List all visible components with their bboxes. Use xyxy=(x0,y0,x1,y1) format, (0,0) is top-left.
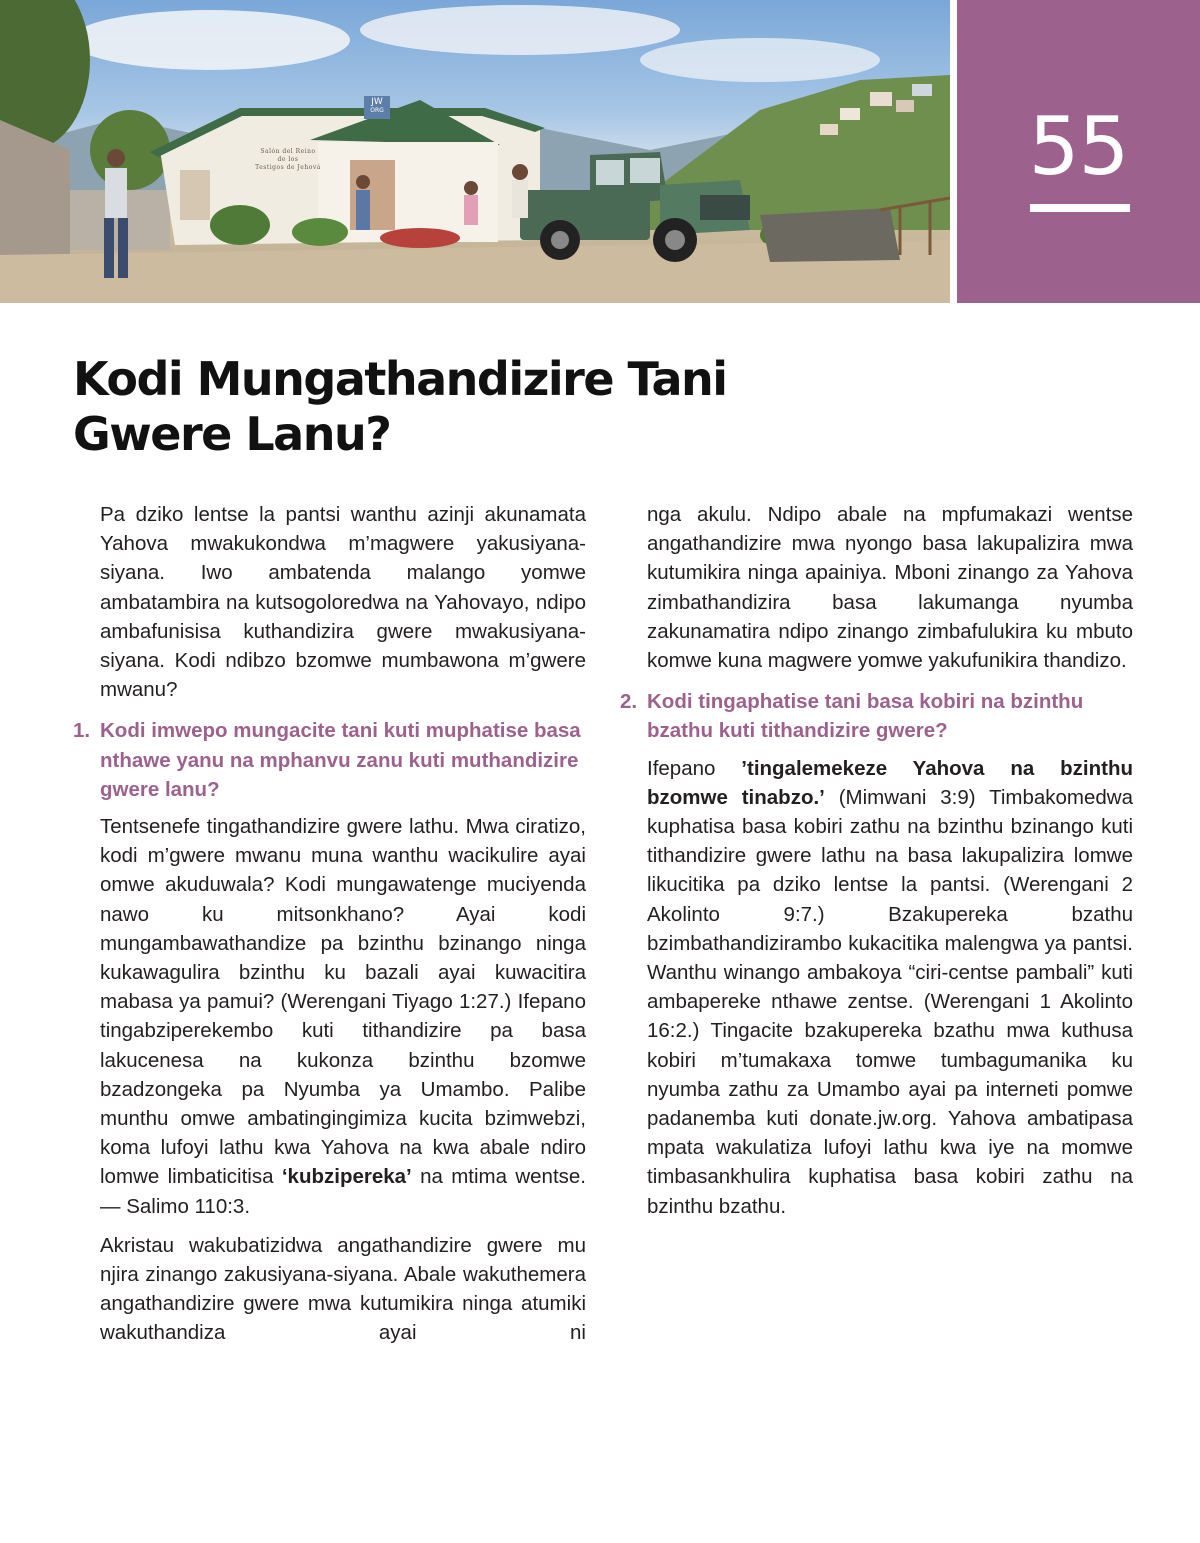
section-1-paragraph-1 xyxy=(73,812,586,1221)
paragraph-continuation: nga akulu. Ndipo abale na mpfumakazi wentse angathandizire mwa nyongo basa lakupalizira mwa kutumikira ninga apainiya. Mboni zinango za Yahova zimbathandizira basa lakumanga nyumba zakunamatira ndipo zinango zimbafulukira ku mbuto komwe kuna magwere yomwe yakufunikira thandizo. xyxy=(647,503,1133,673)
hall-sign-line: Salón del Reino xyxy=(260,148,316,155)
section-1-paragraph-2: Akristau wakubatizidwa angathandizire gwere mu njira zinango zakusiyana-siyana. Abale wakuthemera angathandizire gwere mwa kutumikira ninga atumiki wakuthandiza ayai ni xyxy=(100,1233,586,1345)
question-number: 1. xyxy=(73,719,91,743)
right-column xyxy=(620,500,1133,1231)
bold-quote: ‘kubzipereka’ xyxy=(281,1165,412,1189)
paragraph-text: Ifepano xyxy=(647,756,742,780)
section-1-paragraph-2-continued xyxy=(620,500,1133,675)
question-1 xyxy=(73,716,586,804)
question-number: 2. xyxy=(620,690,638,714)
paragraph-text: Tentsenefe tingathandizire gwere lathu. Mwa ciratizo, kodi m’gwere mwanu muna wanthu wacikulire ayai omwe akuduwala? Kodi mungawatenge muciyenda nawo ku mitsonkhano? Ayai kodi mungambawathandize pa bzinthu bzinango ninga kukawagulira bzinthu ku bazali ayai kuwacitira mabasa ya pamui? (Werengani Tiyago 1:27.) Ifepano tingabziperekembo kuti tithandizire pa basa lakucenesa na kukonza bzinthu bzomwe bzadzongeka pa Nyumba ya Umambo. Palibe munthu omwe ambatingingimiza kucita bzimwebzi, koma lufoyi lathu kwa Yahova na kwa abale ndiro lomwe limbaticitisa xyxy=(100,815,586,1189)
kingdom-hall-sign xyxy=(248,148,328,172)
chapter-number: 55 xyxy=(1028,100,1129,193)
header-illustration xyxy=(0,0,950,303)
paragraph-text: na mtima wentse. — Salimo 110:3. xyxy=(100,1165,587,1218)
lesson-title-line1: Kodi Mungathandizire Tani xyxy=(73,352,727,406)
question-text: Kodi imwepo mungacite tani kuti muphatise basa nthawe yanu na mphanvu zanu kuti muthandizire gwere lanu? xyxy=(100,719,581,801)
lesson-title xyxy=(73,352,793,462)
jw-logo-bottom: ORG xyxy=(370,107,384,114)
hall-sign-line: de los xyxy=(277,156,299,163)
hall-sign-line: Testigos de Jehová xyxy=(255,164,321,171)
left-column xyxy=(73,500,586,1358)
lesson-title-line2: Gwere Lanu? xyxy=(73,407,391,461)
question-text: Kodi tingaphatise tani basa kobiri na bzinthu bzathu kuti tithandizire gwere? xyxy=(647,690,1084,743)
chapter-underline xyxy=(1030,204,1130,212)
jw-org-logo xyxy=(364,96,390,119)
section-2-paragraph-1 xyxy=(620,754,1133,1221)
bold-quote: ’tingalemekeze Yahova na bzinthu bzomwe tinabzo.’ xyxy=(647,756,1134,809)
jw-logo-top: JW xyxy=(371,97,383,107)
intro-paragraph: Pa dziko lentse la pantsi wanthu azinji akunamata Yahova mwakukondwa m’magwere yakusiyana-siyana. Iwo ambatenda malango yomwe ambatambira na kutsogoloredwa na Yahovayo, ndipo ambafunisisa kuthandizira gwere mwakusiyana-siyana. Kodi ndibzo bzomwe mumbawona m’gwere mwanu? xyxy=(100,503,586,702)
paragraph-text: (Mimwani 3:9) Timbakomedwa kuphatisa basa kobiri zathu na bzinthu bzinango kuti tithandizire gwere lathu na basa lakupalizira lomwe likucitika pa dziko lentse la pantsi. (Werengani 2 Akolinto 9:7.) Bzakupereka bzathu bzimbathandizirambo kukacitika malengwa ya pantsi. Wanthu winango ambakoya “ciri-centse pambali” kuti ambapereke nthawe zentse. (Werengani 1 Akolinto 16:2.) Tingacite bzakupereka bzathu mwa kuthusa kobiri m’tumakaxa tomwe tumbagumanika ku nyumba zathu za Umambo ayai pa interneti pomwe padanemba kuti donate.jw.org. Yahova ambatipasa mpata wakulatiza lufoyi lathu kwa iye na momwe timbasankhulira kuphatisa basa kobiri zathu na bzinthu bzathu. xyxy=(647,785,1133,1218)
question-2 xyxy=(620,687,1133,745)
hero-scene-svg xyxy=(0,0,950,303)
chapter-badge xyxy=(957,0,1200,303)
